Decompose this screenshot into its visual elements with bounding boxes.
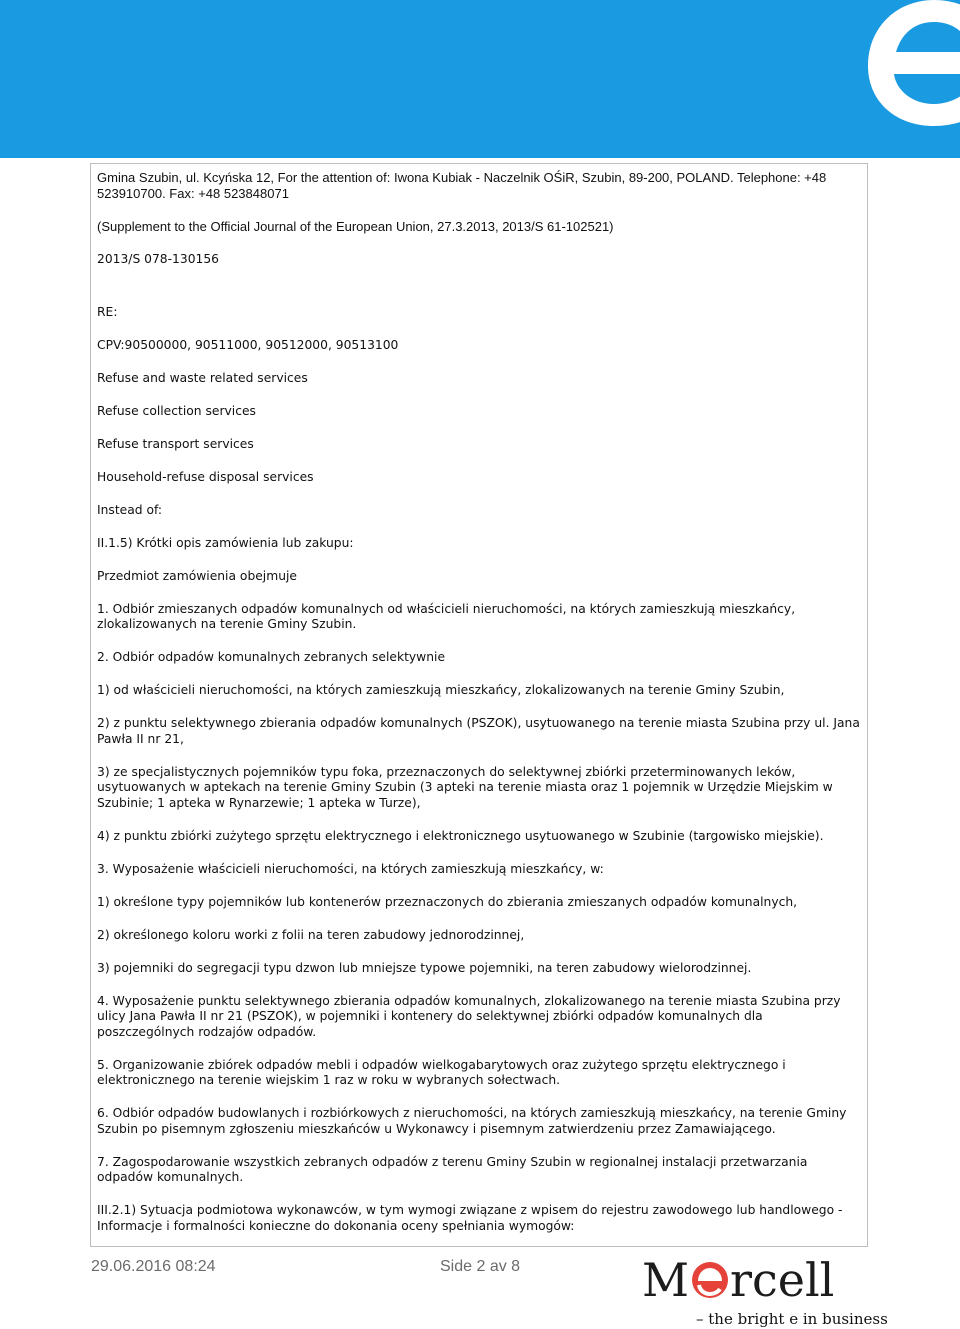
list-item: 7. Zagospodarowanie wszystkich zebranych odpadów z terenu Gminy Szubin w regionalnej instalacji przetwarzania odpadów komunalnych. [97,1154,808,1184]
service-item: Refuse transport services [97,436,254,451]
header-banner [0,0,960,158]
list-item: 1) od właścicieli nieruchomości, na których zamieszkują mieszkańcy, zlokalizowanych na terenie Gminy Szubin, [97,683,785,697]
list-item: 2) z punktu selektywnego zbierania odpadów komunalnych (PSZOK), usytuowanego na terenie miasta Szubina przy ul. Jana Pawła II nr 21, [97,716,860,746]
print-date: 29.06.2016 08:24 [91,1258,216,1275]
service-item: Refuse collection services [97,403,256,418]
list-item: 6. Odbiór odpadów budowlanych i rozbiórkowych z nieruchomości, na których zamieszkują mieszkańcy, na terenie Gminy Szubin po pisemnym zgłoszeniu mieszkańców u Wykonawcy i pisemnym zatwierdzeniu przez Zamawiającego. [97,1106,847,1136]
list-item: 4. Wyposażenie punktu selektywnego zbierania odpadów komunalnych, zlokalizowanego na terenie miasta Szubina przy ulicy Jana Pawła II nr 21 (PSZOK), w pojemniki i kontenery do selektywnej zbiórki odpadów komunalnych dla poszczególnych rodzajów odpadów. [97,993,841,1039]
svg-text:M: M [642,1253,690,1307]
section-title: II.1.5) Krótki opis zamówienia lub zakupu: [97,535,354,550]
page-footer [0,1250,960,1329]
brand-e-icon [810,0,960,158]
marcell-logo-icon [640,1252,888,1328]
list-item: 1. Odbiór zmieszanych odpadów komunalnych od właścicieli nieruchomości, na których zamieszkują mieszkańcy, zlokalizowanych na terenie Gminy Szubin. [97,601,796,631]
list-item: 2. Odbiór odpadów komunalnych zebranych selektywnie [97,650,446,664]
supplement-reference: (Supplement to the Official Journal of the European Union, 27.3.2013, 2013/S 61-102521) [97,218,614,234]
list-item: 4) z punktu zbiórki zużytego sprzętu elektrycznego i elektronicznego usytuowanego w Szubinie (targowisko miejskie). [97,828,824,843]
list-item: 1) określone typy pojemników lub kontenerów przeznaczonych do zbierania zmieszanych odpadów komunalnych, [97,894,798,909]
list-item: 3) pojemniki do segregacji typu dzwon lub mniejsze typowe pojemniki, na teren zabudowy wielorodzinnej. [97,960,752,975]
list-item: 5. Organizowanie zbiórek odpadów mebli i odpadów wielkogabarytowych oraz zużytego sprzętu elektrycznego i elektronicznego na terenie wiejskim 1 raz w roku w wybranych sołectwach. [97,1057,786,1087]
cpv-codes: CPV:90500000, 90511000, 90512000, 90513100 [97,337,399,352]
instead-of-label: Instead of: [97,502,163,517]
service-item: Refuse and waste related services [97,370,308,385]
list-item: 3) ze specjalistycznych pojemników typu foka, przeznaczonych do selektywnej zbiórki przeterminowanych leków, usytuowanych w aptekach na terenie Gminy Szubin (3 apteki na terenie miasta oraz 1 pojemnik w Urzędzie Miejskim w Szubinie; 1 apteka w Rynarzewie; 1 apteka w Turze), [97,764,833,810]
service-item: Household-refuse disposal services [97,469,314,484]
section-intro: Przedmiot zamówienia obejmuje [97,568,297,583]
re-label: RE: [97,304,118,319]
list-item: 2) określonego koloru worki z folii na teren zabudowy jednorodzinnej, [97,927,525,942]
svg-text:rcell: rcell [730,1253,835,1307]
section-title: III.2.1) Sytuacja podmiotowa wykonawców, w tym wymogi związane z wpisem do rejestru zawodowego lub handlowego - Informacje i formalności konieczne do dokonania oceny spełniania wymogów: [97,1203,843,1233]
contact-info: Gmina Szubin, ul. Kcyńska 12, For the attention of: Iwona Kubiak - Naczelnik OŚiR, Szubin, 89-200, POLAND. Telephone: +48 523910700. Fax: +48 523848071 [97,170,827,201]
document-content [90,163,868,1247]
page-number: Side 2 av 8 [440,1258,521,1275]
notice-reference: 2013/S 078-130156 [97,251,220,266]
list-item: 3. Wyposażenie właścicieli nieruchomości, na których zamieszkują mieszkańcy, w: [97,861,604,876]
brand-tagline: – the bright e in business [696,1310,888,1328]
